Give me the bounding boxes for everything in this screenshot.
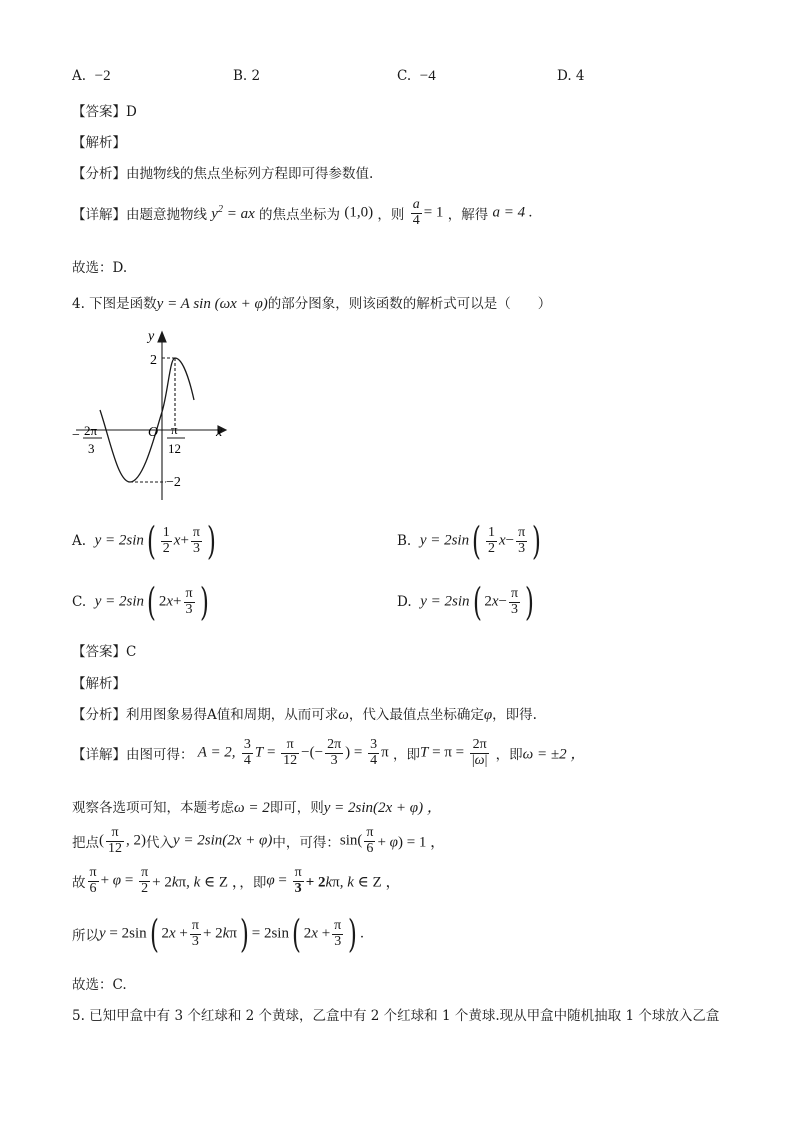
q4-sine-graph	[70, 322, 230, 502]
q4-xiangjie-line3: 把点( $\frac{\pi}{12}$ , 2)代入y = 2sin(2x + φ)中，可得：sin( $\frac{\pi}{6}$ + φ) = 1 ，	[72, 825, 446, 856]
origin-label: O	[148, 425, 159, 440]
sine-curve	[100, 358, 194, 482]
y-axis-label: y	[148, 329, 155, 344]
q4-option-d: D. y = 2sin( 2x− $\frac{\pi}{3}$ )	[397, 580, 534, 624]
q4-option-b: B. y = 2sin( $\frac{1}{2}$ x− $\frac{\pi}{3}$ )	[397, 519, 542, 563]
q3-fenxi: 【分析】由抛物线的焦点坐标列方程即可得参数值.	[72, 166, 374, 182]
q4-xiangjie-line5: 所以y = 2sin( 2x + $\frac{\pi}{3}$ + 2kπ) = 2sin( 2x + $\frac{\pi}{3}$ ) .	[72, 912, 364, 956]
right-tick-den: 12	[168, 441, 181, 456]
right-tick-num: π	[171, 422, 178, 437]
q3-answer: 【答案】D	[72, 104, 137, 120]
q3-option-c: C. −4	[397, 68, 436, 84]
q4-fenxi: 【分析】利用图象易得A值和周期，从而可求ω，代入最值点坐标确定φ，即得.	[72, 707, 537, 723]
max-value-label: 2	[150, 353, 157, 368]
x-axis-label: x	[216, 425, 223, 440]
q4-xiangjie-line4: 故 $\frac{\pi}{6}$ + φ = $\frac{\pi}{2}$ + 2kπ, k ∈ Z ，，即φ = $\frac{\pi}{3}$ + 2kπ, k ∈ Z ，	[72, 865, 401, 896]
q4-xiangjie-line2: 观察各选项可知，本题考虑ω = 2即可，则y = 2sin(2x + φ) ，	[72, 800, 442, 816]
left-tick-sign: −	[72, 428, 80, 443]
q3-option-a: A. −2	[72, 68, 111, 84]
q3-option-d: D. 4	[557, 68, 585, 84]
q3-option-b: B. 2	[233, 68, 261, 84]
q4-xiangjie-line1: 【详解】由图可得： A = 2, $\frac{3}{4}$ T = $\frac{\pi}{12}$ −(− $\frac{2\pi}{3}$ ) = $\frac{3}{4}$ π ，即T = π = $\frac{2\pi}{|\omega|}$ ，即ω = ±2 ，	[72, 737, 586, 768]
q4-analysis-tag: 【解析】	[72, 676, 126, 692]
q3-analysis-tag: 【解析】	[72, 135, 126, 151]
q4-option-a: A. y = 2sin( $\frac{1}{2}$ x+ $\frac{\pi}{3}$ )	[72, 519, 216, 563]
q4-stem: 4. 下图是函数y = A sin (ωx + φ)的部分图象，则该函数的解析式可以是（ ）	[72, 296, 552, 312]
left-tick-num: 2π	[84, 423, 98, 438]
q3-xiangjie: 【详解】由题意抛物线 $y^2$ = ax 的焦点坐标为 (1,0) ，则 $\frac{a}{4}$ = 1 ，解得 a = 4 .	[72, 197, 533, 228]
q3-choose: 故选：D.	[72, 260, 128, 276]
q5-stem: 5. 已知甲盒中有 3 个红球和 2 个黄球，乙盒中有 2 个红球和 1 个黄球.现从甲盒中随机抽取 1 个球放入乙盒	[72, 1008, 720, 1024]
left-tick-den: 3	[88, 441, 95, 456]
q4-choose: 故选：C.	[72, 977, 127, 993]
q4-option-c: C. y = 2sin( 2x+ $\frac{\pi}{3}$ )	[72, 580, 209, 624]
q4-answer: 【答案】C	[72, 644, 137, 660]
min-value-label: −2	[166, 475, 181, 490]
y-axis-arrow	[158, 332, 166, 342]
